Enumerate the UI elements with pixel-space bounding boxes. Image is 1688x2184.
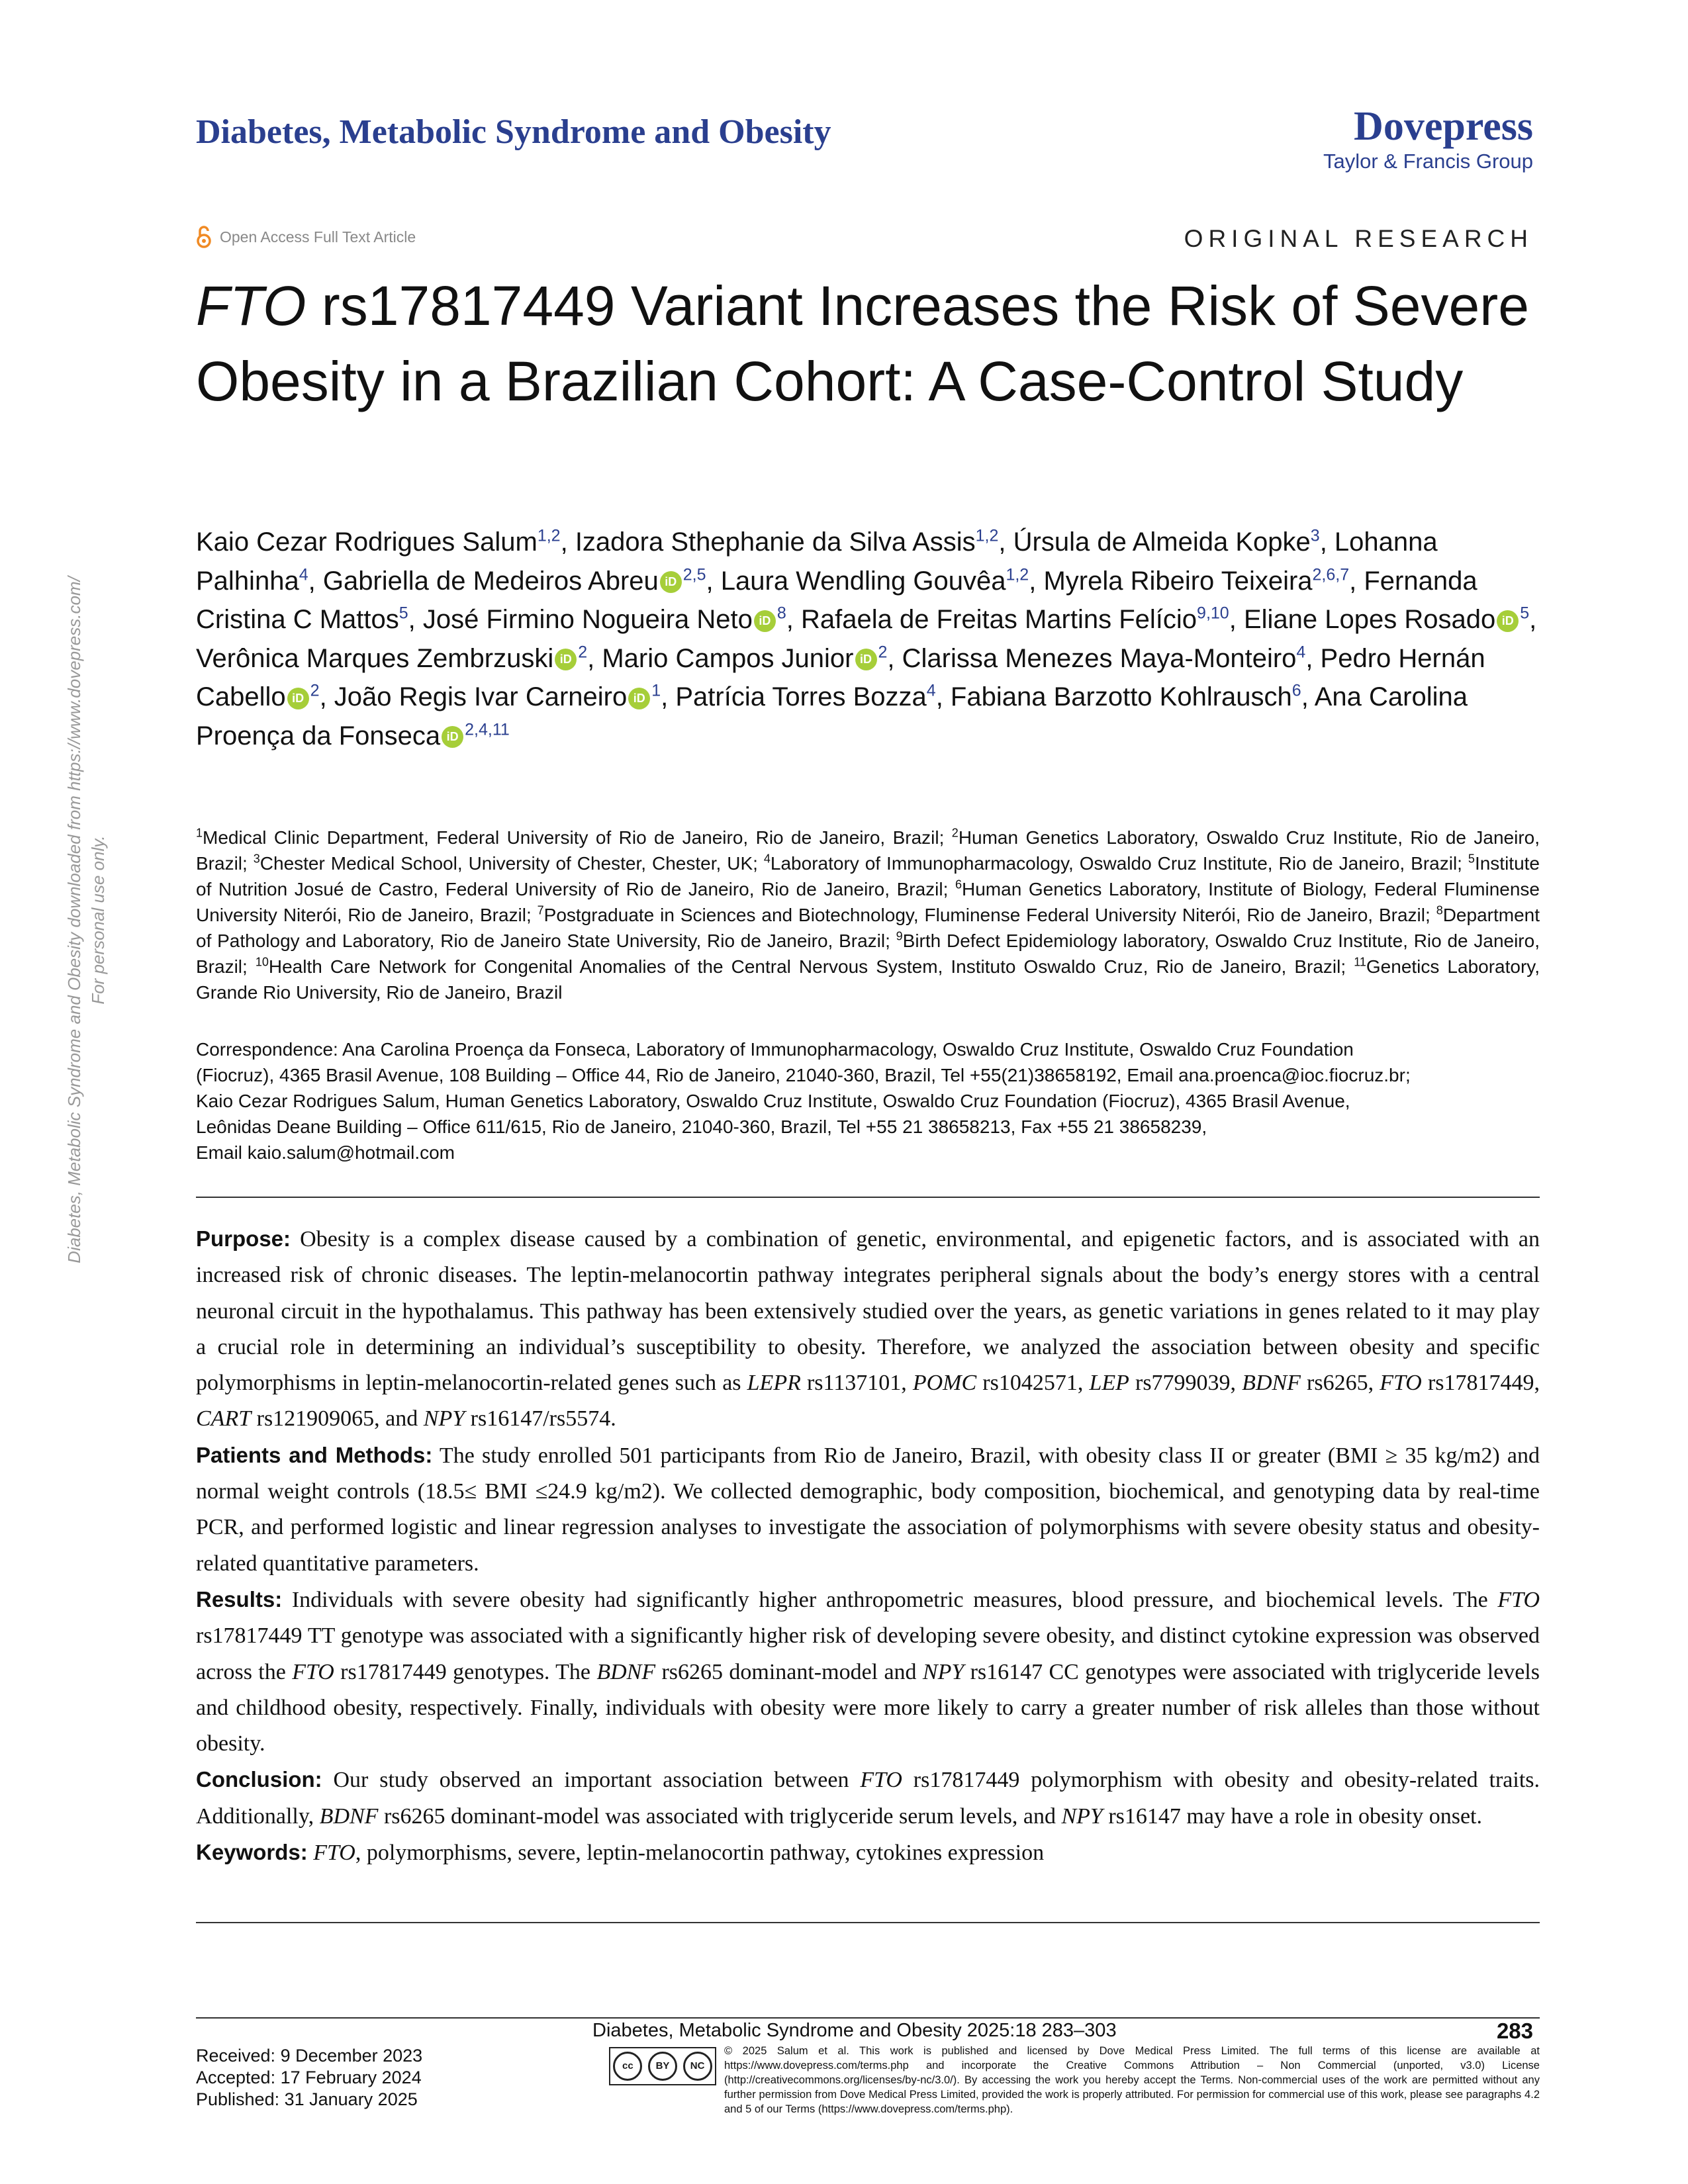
author-name: Rafaela de Freitas Martins Felício: [801, 605, 1197, 634]
affiliation-number: 7: [537, 903, 544, 917]
author: [575, 527, 1013, 557]
author: [675, 682, 951, 711]
publisher-logo: [1323, 105, 1533, 175]
author-name: Gabriella de Medeiros Abreu: [322, 566, 659, 596]
author-affiliation-ref: 8: [776, 604, 786, 623]
correspondence-line: Kaio Cezar Rodrigues Salum, Human Genetics Laboratory, Oswaldo Cruz Institute, Oswaldo Cruz Foundation (Fiocruz), 4365 Brasil Avenue,: [196, 1091, 1350, 1111]
author-separator: ,: [308, 566, 323, 596]
author-separator: ,: [1301, 682, 1315, 711]
author-name: José Firmino Nogueira Neto: [422, 605, 753, 634]
page-number: 283: [1496, 2019, 1533, 2043]
affiliation-text: Health Care Network for Congenital Anomalies of the Central Nervous System, Instituto Oswaldo Cruz, Rio de Janeiro, Brazil;: [268, 956, 1354, 977]
by-icon: BY: [648, 2052, 677, 2081]
abstract-text: rs1042571,: [976, 1371, 1090, 1396]
orcid-icon[interactable]: iD: [1497, 610, 1519, 632]
correspondence-line: (Fiocruz), 4365 Brasil Avenue, 108 Building – Office 44, Rio de Janeiro, 21040-360, Brazil, Tel +55(21)38658192, Email ana.proenca@ioc.fiocruz.br;: [196, 1065, 1411, 1085]
orcid-icon[interactable]: iD: [660, 571, 682, 593]
orcid-icon[interactable]: iD: [628, 688, 650, 709]
abstract-text: rs16147 may have a role in obesity onset.: [1102, 1803, 1482, 1829]
author-list: [196, 523, 1540, 755]
abstract-text: rs1137101,: [800, 1371, 913, 1396]
abstract-text: rs121909065, and: [251, 1406, 424, 1432]
author: [1043, 567, 1364, 596]
author: [721, 567, 1044, 596]
author-separator: ,: [408, 605, 423, 634]
abstract-section: [196, 1221, 1540, 1437]
footer-divider: [196, 2017, 1540, 2019]
footer-journal-ref: Diabetes, Metabolic Syndrome and Obesity 2025:18 283–303: [592, 2020, 1117, 2041]
published-date: Published: 31 January 2025: [196, 2089, 418, 2109]
gene-name: NPY: [1061, 1803, 1103, 1829]
abstract-section: [196, 1582, 1540, 1762]
publisher-name: Dovepress: [1354, 104, 1533, 149]
abstract-text: rs17817449 genotypes. The: [334, 1659, 597, 1684]
gene-name: NPY: [922, 1659, 964, 1684]
affiliation-text: Genetics Laboratory, Grande Rio University, Rio de Janeiro, Brazil: [196, 956, 1540, 1003]
correspondence-line: Email kaio.salum@hotmail.com: [196, 1142, 455, 1163]
open-access-badge: [196, 225, 416, 249]
abstract-text: rs16147 CC genotypes were associated with triglyceride levels and childhood obesity, respectively. Finally, individuals with obesity were more likely to carry a greater number of risk alleles than those without obesity.: [196, 1659, 1540, 1756]
author-affiliation-ref: 2: [878, 643, 888, 662]
affiliation-text: Birth Defect Epidemiology laboratory, Oswaldo Cruz Institute, Rio de Janeiro, Brazil;: [196, 931, 1540, 977]
author-name: Patrícia Torres Bozza: [675, 682, 927, 711]
received-date: Received: 9 December 2023: [196, 2046, 423, 2066]
affiliation-number: 3: [253, 852, 260, 866]
abstract-section-label: Keywords:: [196, 1840, 308, 1865]
title-text: rs17817449 Variant Increases the Risk of Severe Obesity in a Brazilian Cohort: A Case-Control Study: [196, 275, 1529, 412]
author-name: Clarissa Menezes Maya-Monteiro: [902, 643, 1297, 673]
abstract-section: [196, 1835, 1540, 1871]
author-affiliation-ref: 1,2: [537, 526, 561, 545]
abstract-text: Individuals with severe obesity had significantly higher anthropometric measures, blood pressure, and biochemical levels. The: [282, 1587, 1498, 1612]
author-name: Verônica Marques Zembrzuski: [196, 643, 554, 673]
author: [334, 682, 676, 711]
author-separator: ,: [1229, 605, 1244, 634]
correspondence-line: Leônidas Deane Building – Office 611/615, Rio de Janeiro, 21040-360, Brazil, Tel +55 21 38658213, Fax +55 21 38658239,: [196, 1116, 1207, 1137]
abstract-section: [196, 1762, 1540, 1835]
author-separator: ,: [319, 682, 334, 711]
gene-name: FTO: [1497, 1587, 1540, 1612]
abstract-section: [196, 1437, 1540, 1582]
author-separator: ,: [560, 527, 575, 557]
abstract-text: rs7799039,: [1129, 1371, 1243, 1396]
author-separator: ,: [935, 682, 951, 711]
author-separator: ,: [1319, 527, 1335, 557]
author-affiliation-ref: 4: [926, 681, 936, 700]
gene-name: POMC: [912, 1371, 977, 1396]
orcid-icon[interactable]: iD: [555, 649, 577, 670]
gene-name: BDNF: [319, 1803, 379, 1829]
author-affiliation-ref: 2: [310, 681, 320, 700]
abstract-section-label: Purpose:: [196, 1226, 291, 1251]
author: [951, 682, 1315, 711]
author-separator: ,: [706, 566, 721, 596]
author-separator: ,: [1349, 566, 1364, 596]
open-access-label: Open Access Full Text Article: [220, 228, 416, 246]
abstract: [196, 1221, 1540, 1871]
affiliation-text: Laboratory of Immunopharmacology, Oswaldo Cruz Institute, Rio de Janeiro, Brazil;: [770, 853, 1468, 874]
author-separator: ,: [1029, 566, 1044, 596]
abstract-text: rs6265 dominant-model and: [655, 1659, 923, 1684]
author: [1244, 605, 1536, 634]
accepted-date: Accepted: 17 February 2024: [196, 2068, 422, 2087]
author: [196, 527, 575, 557]
affiliation-number: 6: [955, 878, 962, 891]
author: [902, 644, 1321, 673]
gene-name: BDNF: [1242, 1371, 1301, 1396]
abstract-text: rs16147/rs5574.: [465, 1406, 616, 1432]
affiliation-text: Chester Medical School, University of Chester, Chester, UK;: [259, 853, 764, 874]
affiliation-number: 5: [1468, 852, 1475, 866]
author-affiliation-ref: 5: [399, 604, 408, 623]
abstract-text: rs17817449 TT genotype was associated with a significantly higher risk of developing severe obesity, and distinct cytokine expression was observed across the: [196, 1623, 1540, 1684]
nc-icon: NC: [683, 2052, 712, 2081]
abstract-text: rs6265,: [1300, 1371, 1380, 1396]
affiliation-number: 10: [255, 955, 269, 969]
affiliation-text: Human Genetics Laboratory, Institute of Biology, Federal Fluminense University Niterói, Rio de Janeiro, Brazil;: [196, 879, 1540, 925]
author-affiliation-ref: 3: [1310, 526, 1320, 545]
abstract-section-label: Conclusion:: [196, 1767, 322, 1792]
gene-name: LEP: [1089, 1371, 1129, 1396]
author-separator: ,: [1529, 605, 1537, 634]
cc-license-icon: [609, 2047, 716, 2085]
author-name: Laura Wendling Gouvêa: [720, 566, 1006, 596]
gene-name: FTO: [292, 1659, 334, 1684]
author: [801, 605, 1244, 634]
abstract-text: rs6265 dominant-model was associated with triglyceride serum levels, and: [378, 1803, 1062, 1829]
gene-name: NPY: [423, 1406, 465, 1432]
abstract-text: , polymorphisms, severe, leptin-melanocortin pathway, cytokines expression: [355, 1841, 1045, 1866]
affiliation-number: 9: [896, 929, 903, 943]
author-separator: ,: [1305, 643, 1321, 673]
author-name: João Regis Ivar Carneiro: [334, 682, 628, 711]
journal-title: Diabetes, Metabolic Syndrome and Obesity: [196, 113, 831, 151]
abstract-text: rs17817449,: [1421, 1371, 1540, 1396]
author-affiliation-ref: 9,10: [1197, 604, 1229, 623]
affiliation-text: Institute of Nutrition Josué de Castro, Federal University of Rio de Janeiro, Rio de Janeiro, Brazil;: [196, 853, 1540, 899]
author-name: Lohanna Palhinha: [196, 527, 1438, 596]
correspondence-line: Correspondence: Ana Carolina Proença da Fonseca, Laboratory of Immunopharmacology, Oswaldo Cruz Institute, Oswaldo Cruz Foundation: [196, 1039, 1354, 1060]
affiliation-text: Human Genetics Laboratory, Oswaldo Cruz Institute, Rio de Janeiro, Brazil;: [196, 827, 1540, 874]
author-name: Úrsula de Almeida Kopke: [1013, 527, 1311, 557]
download-notice-line2: For personal use only.: [88, 835, 108, 1005]
affiliation-number: 8: [1436, 903, 1443, 917]
author-name: Mario Campos Junior: [602, 643, 854, 673]
abstract-text: Obesity is a complex disease caused by a combination of genetic, environmental, and epigenetic factors, and is associated with an increased risk of chronic diseases. The leptin-melanocortin pathway integrates peripheral signals about the body’s energy stores with a central neuronal circuit in the hypothalamus. This pathway has been extensively studied over the years, as genetic variations in genes related to it may play a crucial role in determining an individual’s susceptibility to obesity. Therefore, we analyzed the association between obesity and specific polymorphisms in leptin-melanocortin-related genes such as: [196, 1227, 1540, 1396]
author-separator: ,: [786, 605, 802, 634]
affiliation-number: 4: [763, 852, 771, 866]
affiliation-text: Postgraduate in Sciences and Biotechnology, Fluminense Federal University Niterói, Rio de Janeiro, Brazil;: [543, 905, 1436, 925]
license-text: © 2025 Salum et al. This work is published and licensed by Dove Medical Press Limited. The full terms of this license are available at https://www.dovepress.com/terms.php and incorporate the Creative Commons Attribution – Non Commercial (unported, v3.0) License (http://creativecommons.org/licenses/by-nc/3.0/). By accessing the work you hereby accept the Terms. Non-commercial uses of the work are permitted without any further permission from Dove Medical Press Limited, provided the work is properly attributed. For permission for commercial use of this work, please see paragraphs 4.2 and 5 of our Terms (https://www.dovepress.com/terms.php).: [724, 2045, 1540, 2115]
author-separator: ,: [587, 643, 602, 673]
orcid-icon[interactable]: iD: [287, 688, 309, 709]
title-gene: FTO: [196, 275, 306, 337]
author-affiliation-ref: 5: [1520, 604, 1530, 623]
affiliation-number: 11: [1354, 955, 1366, 969]
author-separator: ,: [661, 682, 676, 711]
author: [323, 567, 721, 596]
author-affiliation-ref: 1: [651, 681, 661, 700]
author-name: Myrela Ribeiro Teixeira: [1043, 566, 1313, 596]
abstract-text: The study enrolled 501 participants from Rio de Janeiro, Brazil, with obesity class II or greater (BMI ≥ 35 kg/m2) and normal weight controls (18.5≤ BMI ≤24.9 kg/m2). We collected demographic, body composition, biochemical, and genotyping data by real-time PCR, and performed logistic and linear regression analyses to investigate the association of polymorphisms with severe obesity status and obesity-related quantitative parameters.: [196, 1443, 1540, 1576]
author: [196, 644, 602, 673]
article-dates: [196, 2045, 422, 2111]
author: [1013, 527, 1335, 557]
abstract-text: [308, 1841, 314, 1865]
author: [602, 644, 902, 673]
open-access-lock-icon: [196, 225, 212, 249]
abstract-text: Our study observed an important association between: [322, 1768, 861, 1793]
author-affiliation-ref: 4: [299, 565, 308, 584]
gene-name: FTO: [1380, 1371, 1422, 1396]
author-affiliation-ref: 6: [1291, 681, 1301, 700]
publisher-group: Taylor & Francis Group: [1323, 150, 1533, 173]
download-notice-line1: Diabetes, Metabolic Syndrome and Obesity downloaded from https://www.dovepress.com/: [64, 576, 84, 1263]
gene-name: CART: [196, 1406, 252, 1432]
gene-name: FTO: [313, 1841, 355, 1866]
abstract-text: rs17817449 polymorphism with obesity and obesity-related traits. Additionally,: [196, 1768, 1540, 1829]
abstract-section-label: Patients and Methods:: [196, 1442, 433, 1467]
gene-name: BDNF: [596, 1659, 656, 1684]
author-name: Eliane Lopes Rosado: [1243, 605, 1496, 634]
article-type: ORIGINAL RESEARCH: [1184, 225, 1533, 252]
orcid-icon[interactable]: iD: [855, 649, 877, 670]
divider-top: [196, 1197, 1540, 1198]
abstract-section-label: Results:: [196, 1586, 283, 1612]
author-name: Kaio Cezar Rodrigues Salum: [196, 527, 538, 557]
affiliation-text: Department of Pathology and Laboratory, Rio de Janeiro State University, Rio de Janeiro, Brazil;: [196, 905, 1540, 951]
download-notice: [26, 503, 146, 1337]
author-affiliation-ref: 2,6,7: [1312, 565, 1350, 584]
author-name: Izadora Sthephanie da Silva Assis: [575, 527, 976, 557]
author-name: Ana Carolina Proença da Fonseca: [196, 682, 1468, 751]
cc-icon: cc: [613, 2052, 642, 2081]
correspondence: [196, 1036, 1540, 1165]
author-affiliation-ref: 2: [578, 643, 588, 662]
author-affiliation-ref: 2,5: [682, 565, 706, 584]
gene-name: FTO: [860, 1768, 902, 1793]
author: [423, 605, 801, 634]
author-affiliation-ref: 1,2: [975, 526, 999, 545]
affiliations: [196, 825, 1540, 1005]
gene-name: LEPR: [747, 1371, 801, 1396]
author-affiliation-ref: 1,2: [1006, 565, 1029, 584]
author-name: Fernanda Cristina C Mattos: [196, 566, 1477, 634]
affiliation-text: Medical Clinic Department, Federal University of Rio de Janeiro, Rio de Janeiro, Brazil;: [203, 827, 952, 848]
divider-bottom: [196, 1922, 1540, 1923]
author-affiliation-ref: 4: [1296, 643, 1306, 662]
author-affiliation-ref: 2,4,11: [465, 720, 510, 739]
affiliation-number: 1: [196, 826, 203, 840]
orcid-icon[interactable]: iD: [442, 726, 463, 748]
author-name: Fabiana Barzotto Kohlrausch: [950, 682, 1292, 711]
article-title: [196, 268, 1540, 419]
author-separator: ,: [887, 643, 902, 673]
orcid-icon[interactable]: iD: [754, 610, 776, 632]
author-name: Pedro Hernán Cabello: [196, 643, 1485, 711]
author-separator: ,: [998, 527, 1013, 557]
affiliation-number: 2: [951, 826, 959, 840]
